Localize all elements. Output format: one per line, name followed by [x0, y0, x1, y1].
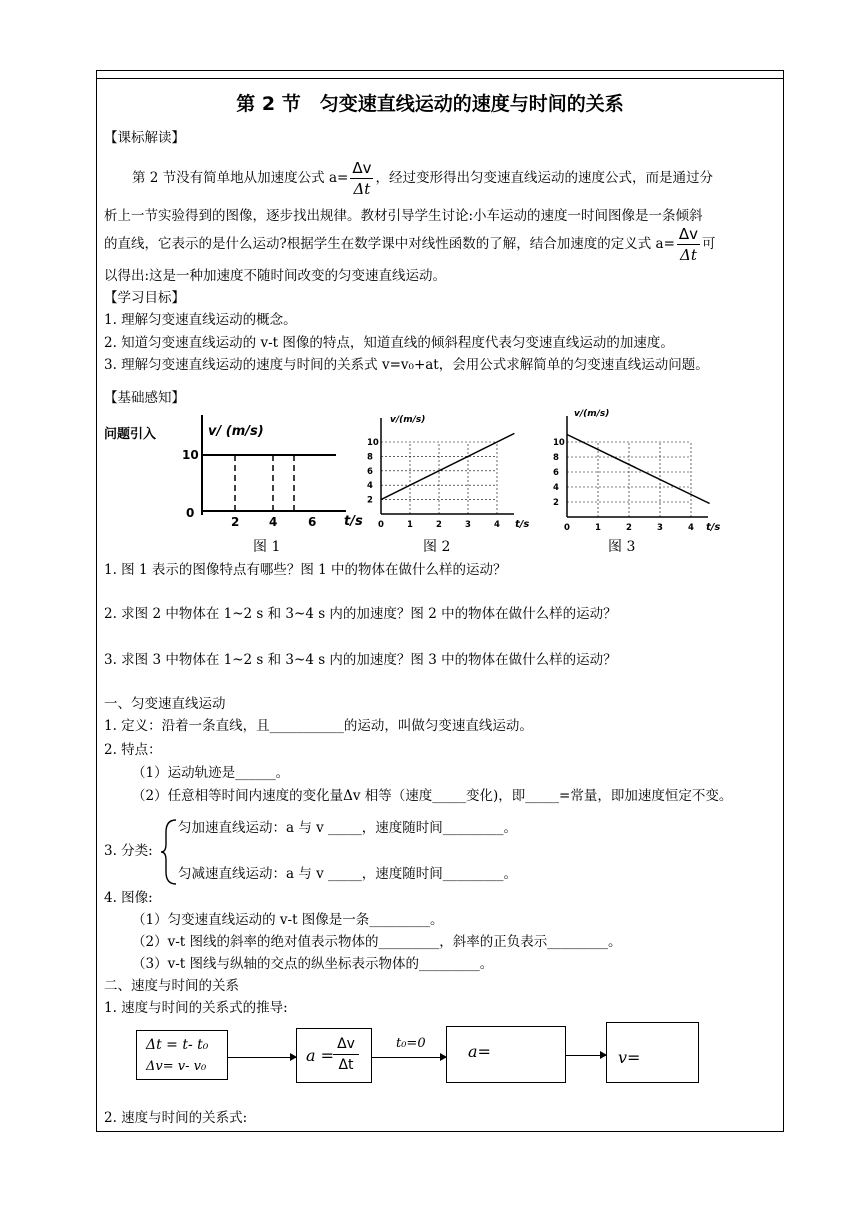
intro-label: 问题引入	[104, 427, 157, 442]
part1-class-label: 3. 分类:	[104, 843, 153, 859]
figure-1-chart	[176, 415, 366, 533]
derive-box-1-line1: Δt = t- t₀	[146, 1037, 209, 1053]
fig1-ytick-0: 0	[186, 506, 195, 520]
section-mubiao: 【学习目标】	[104, 290, 185, 306]
fig3-ytick: 8	[553, 453, 559, 463]
fig2-series-line	[381, 433, 514, 499]
question-2: 2. 求图 2 中物体在 1~2 s 和 3~4 s 内的加速度？图 2 中的物体在做什么样的运动？	[104, 606, 617, 622]
derive-box-4-text: v=	[618, 1048, 641, 1067]
fig2-xtick: 0	[378, 520, 384, 530]
figure-3-caption: 图 3	[608, 539, 636, 555]
fig1-xtick-2: 2	[231, 515, 240, 529]
fig2-xtick: 4	[494, 520, 500, 530]
part1-feature-2: （2）任意相等时间内速度的变化量Δv 相等（速度_____变化)，即_____=常量，即加速度恒定不变。	[132, 788, 733, 804]
fraction-numerator: Δv	[352, 159, 372, 177]
part2-heading: 二、速度与时间的关系	[104, 978, 239, 994]
derive-box-3-text: a=	[468, 1042, 491, 1061]
fig3-xtick: 0	[564, 523, 570, 532]
para1-line1	[132, 156, 713, 200]
figure-2-chart	[364, 410, 534, 532]
fig3-xtick: 4	[688, 523, 694, 532]
derive-box-2-den: Δt	[338, 1057, 354, 1073]
derive-box-2-num: Δv	[333, 1034, 359, 1055]
fig2-ylabel: v/(m/s)	[390, 415, 426, 425]
fig3-ytick: 6	[553, 468, 559, 478]
part2-derive: 1. 速度与时间的关系式的推导:	[104, 1000, 288, 1016]
section-jichu: 【基础感知】	[104, 390, 185, 406]
fig2-xtick: 2	[436, 520, 442, 530]
part2-relation: 2. 速度与时间的关系式:	[104, 1110, 248, 1126]
figure-3-chart	[548, 404, 730, 532]
fig3-xlabel: t/s	[706, 522, 721, 532]
goal-1: 1. 理解匀变速直线运动的概念。	[104, 312, 297, 328]
fig3-xtick: 1	[595, 523, 601, 532]
para1-text-d: 可	[702, 236, 716, 252]
page-title: 第 2 节 匀变速直线运动的速度与时间的关系	[236, 93, 624, 115]
derive-arrow-1	[228, 1057, 296, 1058]
part1-class-b: 匀减速直线运动：a 与 v _____，速度随时间_________。	[178, 866, 518, 882]
fig3-ytick: 2	[553, 498, 559, 508]
fig1-xtick-4: 4	[269, 515, 278, 529]
part1-heading: 一、匀变速直线运动	[104, 696, 226, 712]
part1-graph-1: （1）匀变速直线运动的 v-t 图像是一条_________。	[132, 912, 444, 928]
fig1-xlabel: t/s	[344, 514, 363, 529]
fig2-xlabel: t/s	[515, 519, 530, 530]
part1-feature: 2. 特点：	[104, 742, 162, 758]
fig3-ytick: 4	[553, 483, 559, 493]
fig2-ytick: 6	[367, 466, 373, 477]
part1-feature-1: （1）运动轨迹是______。	[132, 765, 290, 781]
part1-graph: 4. 图像:	[104, 890, 153, 906]
fig2-ytick: 10	[367, 438, 379, 448]
para1-line4: 以得出:这是一种加速度不随时间改变的匀变速直线运动。	[104, 268, 447, 284]
fig2-ytick: 8	[367, 452, 373, 463]
fraction-denominator: Δt	[353, 180, 371, 198]
para1-line2: 析上一节实验得到的图像，逐步找出规律。教材引导学生讨论:小车运动的速度一时间图像是一条倾斜	[104, 208, 703, 224]
fig2-xtick: 1	[407, 520, 413, 530]
fig1-ylabel: v/ (m/s)	[208, 424, 264, 439]
fig3-series-line	[567, 435, 710, 504]
fig2-ytick: 2	[367, 495, 373, 506]
page-top-rule	[96, 70, 784, 78]
derive-arrow-3	[566, 1055, 606, 1056]
fraction-numerator: Δv	[678, 225, 699, 243]
question-3: 3. 求图 3 中物体在 1~2 s 和 3~4 s 内的加速度？图 3 中的物体在做什么样的运动？	[104, 652, 617, 668]
derive-box-3	[446, 1026, 566, 1083]
derive-box-2-a: a =	[306, 1046, 335, 1065]
goal-3: 3. 理解匀变速直线运动的速度与时间的关系式 v=v₀+at，会用公式求解简单的匀变速直线运动问题。	[104, 357, 709, 373]
part1-definition: 1. 定义：沿着一条直线，且___________的运动，叫做匀变速直线运动。	[104, 718, 533, 734]
derive-box-1-line2: Δv= v- v₀	[146, 1059, 207, 1074]
question-1: 1. 图 1 表示的图像特点有哪些？图 1 中的物体在做什么样的运动？	[104, 562, 507, 578]
para1-text-b: ，经过变形得出匀变速直线运动的速度公式，而是通过分	[375, 170, 713, 186]
para1-text-a: 第 2 节没有简单地从加速度公式 a=	[132, 170, 349, 186]
derive-arrow-2	[372, 1057, 446, 1058]
part1-graph-2: （2）v-t 图线的斜率的绝对值表示物体的_________，斜率的正负表示_________。	[132, 934, 622, 950]
fraction-denominator: Δt	[680, 246, 697, 264]
fig3-xtick: 2	[626, 523, 632, 532]
figure-1-caption: 图 1	[253, 539, 281, 555]
fig2-ytick: 4	[367, 481, 373, 492]
fig2-xtick: 3	[465, 520, 471, 530]
part1-graph-3: （3）v-t 图线与纵轴的交点的纵坐标表示物体的_________。	[132, 956, 494, 972]
accel-fraction-2	[677, 224, 700, 265]
fig3-xtick: 3	[657, 523, 663, 532]
section-kebiao: 【课标解读】	[104, 130, 185, 146]
goal-2: 2. 知道匀变速直线运动的 v-t 图像的特点，知道直线的倾斜程度代表匀变速直线运动的加速度。	[104, 335, 674, 351]
part1-class-a: 匀加速直线运动：a 与 v _____，速度随时间_________。	[178, 820, 518, 836]
fig1-xtick-6: 6	[308, 515, 317, 529]
fig3-ytick: 10	[553, 438, 565, 448]
derive-arrow-label: t₀=0	[396, 1036, 426, 1051]
accel-fraction	[350, 158, 373, 199]
para1-text-c: 的直线，它表示的是什么运动?根据学生在数学课中对线性函数的了解，结合加速度的定义式 a=	[104, 236, 675, 252]
class-brace	[160, 818, 180, 886]
fig1-ytick-10: 10	[182, 448, 199, 462]
fig3-ylabel: v/(m/s)	[574, 409, 610, 419]
derive-box-2-fraction	[333, 1034, 359, 1075]
figure-2-caption: 图 2	[423, 539, 451, 555]
para1-line3	[104, 222, 716, 266]
